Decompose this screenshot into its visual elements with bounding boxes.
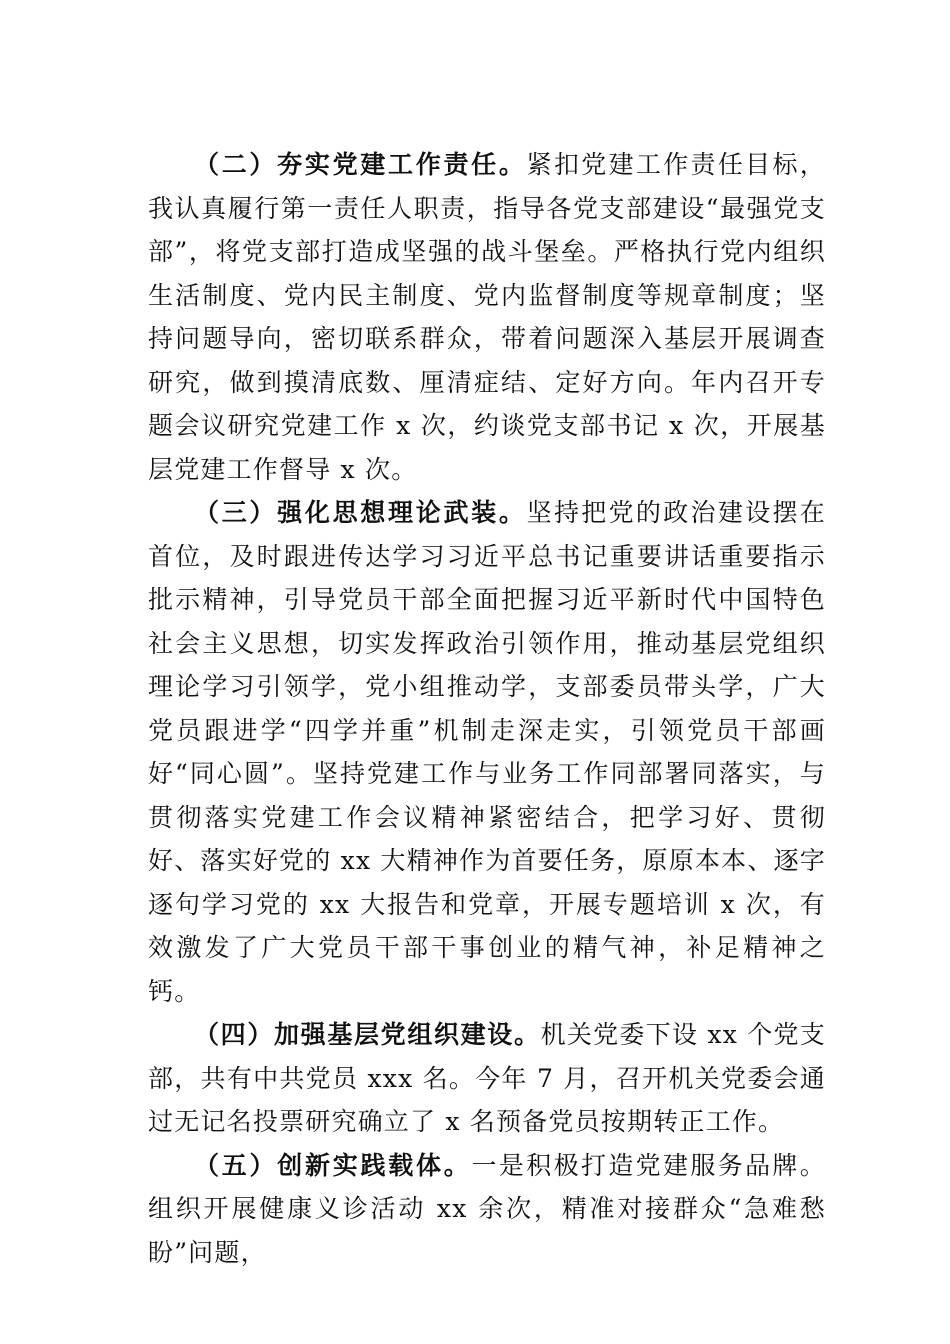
- paragraph-section-3: [148, 491, 826, 1013]
- paragraph-section-5: [148, 1144, 826, 1275]
- paragraph-text: 紧扣党建工作责任目标，我认真履行第一责任人职责，指导各党支部建设“最强党支部”，将党支部打造成坚强的战斗堡垒。严格执行党内组织生活制度、党内民主制度、党内监督制度等规章制度；坚持问题导向，密切联系群众，带着问题深入基层开展调查研究，做到摸清底数、厘清症结、定好方向。年内召开专题会议研究党建工作 x 次，约谈党支部书记 x 次，开展基层党建工作督导 x 次。: [148, 150, 827, 484]
- paragraph-text: 一是积极打造党建服务品牌。组织开展健康义诊活动 xx 余次，精准对接群众“急难愁盼”问题，: [148, 1150, 826, 1267]
- document-body: [148, 143, 826, 1274]
- section-heading: （二）夯实党建工作责任。: [194, 150, 527, 179]
- section-heading: （三）强化思想理论武装。: [194, 498, 527, 527]
- section-heading: （四）加强基层党组织建设。: [194, 1020, 541, 1049]
- paragraph-text: 坚持把党的政治建设摆在首位，及时跟进传达学习习近平总书记重要讲话重要指示批示精神，引导党员干部全面把握习近平新时代中国特色社会主义思想，切实发挥政治引领作用，推动基层党组织理论学习引领学，党小组推动学，支部委员带头学，广大党员跟进学“四学并重”机制走深走实，引领党员干部画好“同心圆”。坚持党建工作与业务工作同部署同落实，与贯彻落实党建工作会议精神紧密结合，把学习好、贯彻好、落实好党的 xx 大精神作为首要任务，原原本本、逐字逐句学习党的 xx 大报告和党章，开展专题培训 x 次，有效激发了广大党员干部干事创业的精气神，补足精神之钙。: [148, 498, 827, 1006]
- paragraph-section-4: [148, 1013, 826, 1144]
- paragraph-section-2: [148, 143, 826, 491]
- section-heading: （五）创新实践载体。: [194, 1150, 472, 1180]
- paragraph-text: 机关党委下设 xx 个党支部，共有中共党员 xxx 名。今年 7 月，召开机关党委会通过无记名投票研究确立了 x 名预备党员按期转正工作。: [148, 1020, 826, 1136]
